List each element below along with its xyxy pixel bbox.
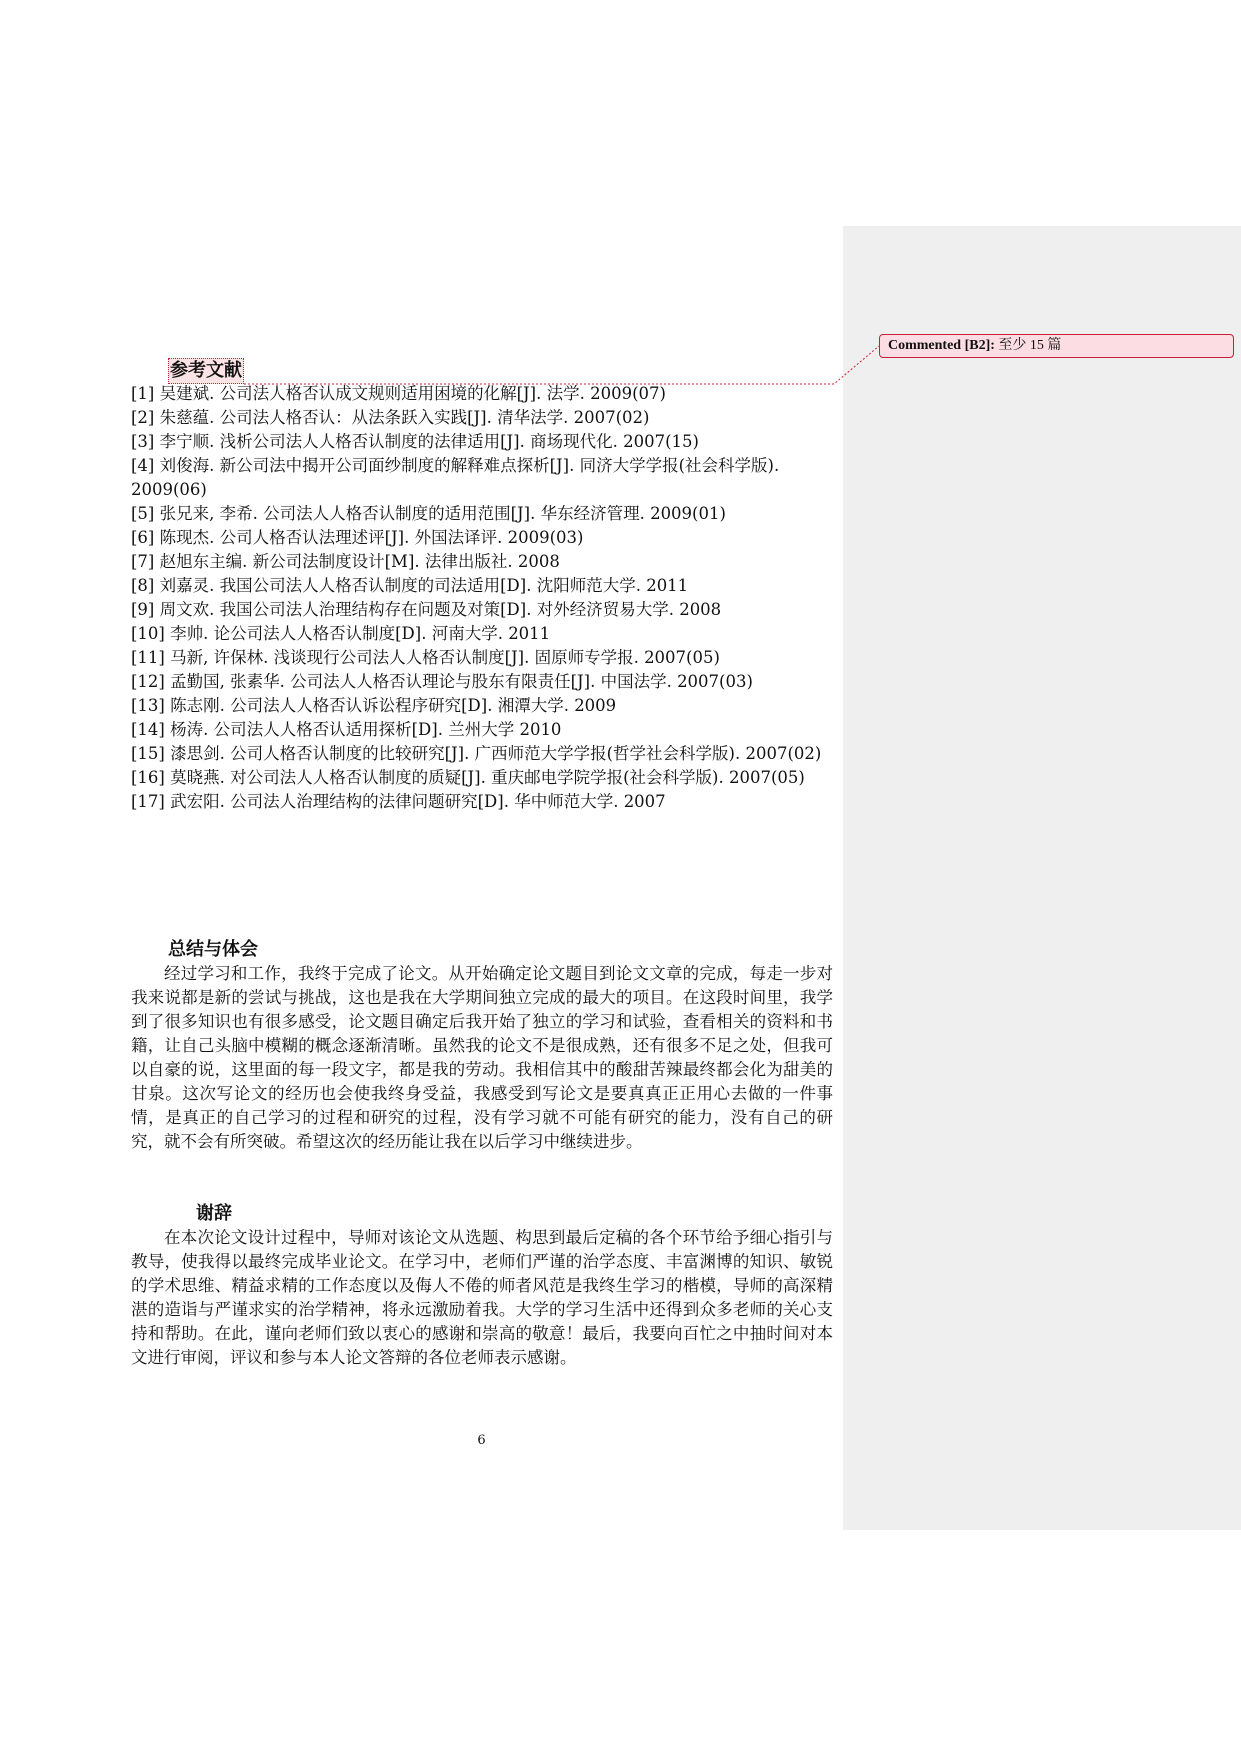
acknowledgements-heading: 谢辞: [196, 1203, 232, 1224]
comment-text: 至少 15 篇: [998, 338, 1062, 353]
reference-item: [13] 陈志刚. 公司法人人格否认诉讼程序研究[D]. 湘潭大学. 2009: [131, 696, 617, 715]
reference-item: [4] 刘俊海. 新公司法中揭开公司面纱制度的解释难点探析[J]. 同济大学学报(社会科学版). 2009(06): [131, 456, 780, 499]
acknowledgements-paragraph: 在本次论文设计过程中，导师对该论文从选题、构思到最后定稿的各个环节给予细心指引与教导，使我得以最终完成毕业论文。在学习中，老师们严谨的治学态度、丰富渊博的知识、敏锐的学术思维、精益求精的工作态度以及侮人不倦的师者风范是我终生学习的楷模，导师的高深精湛的造诣与严谨求实的治学精神，将永远激励着我。大学的学习生活中还得到众多老师的关心支持和帮助。在此，谨向老师们致以衷心的感谢和崇高的敬意！最后，我要向百忙之中抽时间对本文进行审阅，评议和参与本人论文答辩的各位老师表示感谢。: [131, 1228, 833, 1367]
reference-item: [6] 陈现杰. 公司人格否认法理述评[J]. 外国法译评. 2009(03): [131, 528, 584, 547]
reference-item: [15] 漆思剑. 公司人格否认制度的比较研究[J]. 广西师范大学学报(哲学社会科学版). 2007(02): [131, 744, 822, 763]
reference-item: [14] 杨涛. 公司法人人格否认适用探析[D]. 兰州大学 2010: [131, 720, 562, 739]
summary-paragraph: 经过学习和工作，我终于完成了论文。从开始确定论文题目到论文文章的完成，每走一步对我来说都是新的尝试与挑战，这也是我在大学期间独立完成的最大的项目。在这段时间里，我学到了很多知识也有很多感受，论文题目确定后我开始了独立的学习和试验，查看相关的资料和书籍，让自己头脑中模糊的概念逐渐清晰。虽然我的论文不是很成熟，还有很多不足之处，但我可以自豪的说，这里面的每一段文字，都是我的劳动。我相信其中的酸甜苦辣最终都会化为甜美的甘泉。这次写论文的经历也会使我终身受益，我感受到写论文是要真真正正用心去做的一件事情，是真正的自己学习的过程和研究的过程，没有学习就不可能有研究的能力，没有自己的研究，就不会有所突破。希望这次的经历能让我在以后学习中继续进步。: [131, 964, 833, 1151]
reference-item: [9] 周文欢. 我国公司法人治理结构存在问题及对策[D]. 对外经济贸易大学. 2008: [131, 600, 722, 619]
reference-item: [8] 刘嘉灵. 我国公司法人人格否认制度的司法适用[D]. 沈阳师范大学. 2011: [131, 576, 689, 595]
comment-author-label: Commented [B2]:: [888, 338, 995, 353]
reference-item: [12] 孟勤国, 张素华. 公司法人人格否认理论与股东有限责任[J]. 中国法学. 2007(03): [131, 672, 753, 691]
reference-item: [5] 张兄来, 李希. 公司法人人格否认制度的适用范围[J]. 华东经济管理. 2009(01): [131, 504, 726, 523]
reference-item: [17] 武宏阳. 公司法人治理结构的法律问题研究[D]. 华中师范大学. 2007: [131, 792, 666, 811]
reference-item: [1] 吴建斌. 公司法人格否认成文规则适用困境的化解[J]. 法学. 2009(07): [131, 384, 666, 403]
reference-item: [16] 莫晓燕. 对公司法人人格否认制度的质疑[J]. 重庆邮电学院学报(社会科学版). 2007(05): [131, 768, 805, 787]
reference-item: [11] 马新, 许保林. 浅谈现行公司法人人格否认制度[J]. 固原师专学报. 2007(05): [131, 648, 720, 667]
comment-margin-pane: [843, 226, 1241, 1530]
summary-heading: 总结与体会: [168, 939, 258, 960]
reference-item: [7] 赵旭东主编. 新公司法制度设计[M]. 法律出版社. 2008: [131, 552, 560, 571]
reference-item: [2] 朱慈蕴. 公司法人格否认：从法条跃入实践[J]. 清华法学. 2007(02): [131, 408, 650, 427]
references-heading: 参考文献: [168, 358, 244, 384]
references-list: [131, 382, 833, 814]
page-number: 6: [477, 1433, 486, 1448]
reference-item: [3] 李宁顺. 浅析公司法人人格否认制度的法律适用[J]. 商场现代化. 2007(15): [131, 432, 699, 451]
reference-item: [10] 李帅. 论公司法人人格否认制度[D]. 河南大学. 2011: [131, 624, 551, 643]
comment-balloon[interactable]: [879, 334, 1234, 358]
